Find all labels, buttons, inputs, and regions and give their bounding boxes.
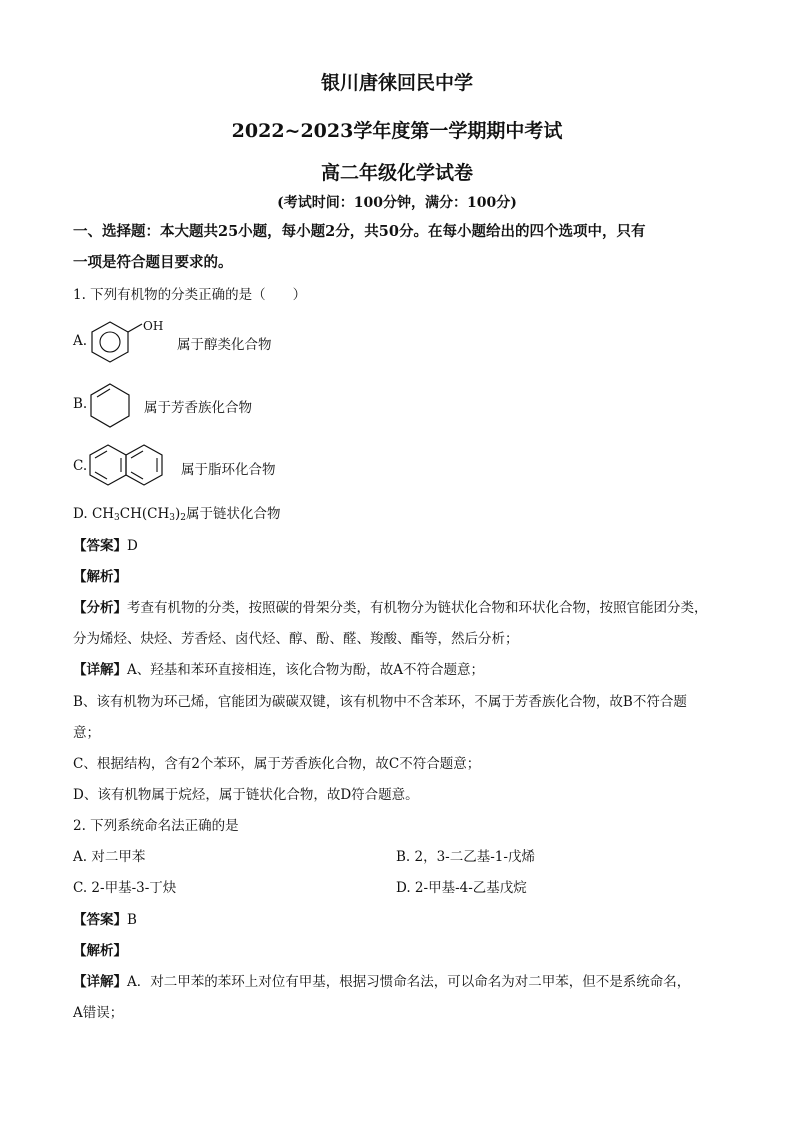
q1-answer: 【答案】D — [73, 538, 138, 554]
q2-option-b: B. 2，3-二乙基-1-戊烯 — [396, 849, 535, 865]
subject-title: 高二年级化学试卷 — [320, 162, 473, 184]
q2-stem: 2. 下列系统命名法正确的是 — [73, 818, 239, 834]
q1-fenxi-line1: 【分析】考查有机物的分类，按照碳的骨架分类，有机物分为链状化合物和环状化合物，按照官能团分类， — [73, 600, 708, 616]
q1-option-c-label: C. — [73, 458, 88, 474]
q1-option-c-text: 属于脂环化合物 — [181, 462, 276, 478]
q1-option-b-label: B. — [73, 396, 88, 412]
section-heading-line1: 一、选择题：本大题共25小题，每小题2分，共50分。在每小题给出的四个选项中，只有 — [73, 223, 646, 240]
q1-detail-c: C、根据结构，含有2个苯环，属于芳香族化合物，故C不符合题意； — [73, 756, 481, 772]
q1-detail-b-line1: B、该有机物为环己烯，官能团为碳碳双键，该有机物中不含苯环，不属于芳香族化合物，故B不符合题 — [73, 694, 687, 710]
q1-detail-a: 【详解】A、羟基和苯环直接相连，该化合物为酚，故A不符合题意； — [73, 662, 484, 678]
q1-analysis-tag: 【解析】 — [73, 569, 127, 585]
cyclohexene-structure-icon — [90, 380, 134, 430]
q1-option-a-label: A. — [73, 333, 88, 349]
q1-option-b-text: 属于芳香族化合物 — [144, 400, 252, 416]
q1-option-d-text: 属于链状化合物 — [186, 506, 281, 522]
q2-option-d: D. 2-甲基-4-乙基戊烷 — [396, 880, 527, 896]
q1-option-d — [73, 505, 281, 527]
q1-option-d-formula: $CH_3CH(CH_3)_2$ — [91, 506, 187, 523]
naphthalene-structure-icon — [90, 442, 170, 488]
phenol-structure-icon — [90, 318, 162, 366]
section-heading-line2: 一项是符合题目要求的。 — [73, 254, 233, 271]
q1-detail-b-line2: 意； — [73, 725, 100, 741]
exam-info: (考试时间：100分钟，满分：100分) — [277, 195, 517, 211]
q1-fenxi-line2: 分为烯烃、炔烃、芳香烃、卤代烃、醇、酚、醛、羧酸、酯等，然后分析； — [73, 631, 519, 647]
q2-analysis-tag: 【解析】 — [73, 943, 127, 959]
exam-title: 2022~2023学年度第一学期期中考试 — [231, 120, 563, 142]
q1-detail-d: D、该有机物属于烷烃，属于链状化合物，故D符合题意。 — [73, 787, 419, 803]
q2-detail-line1: 【详解】A．对二甲苯的苯环上对位有甲基，根据习惯命名法，可以命名为对二甲苯，但不是系统命名， — [73, 974, 691, 990]
q2-answer: 【答案】B — [73, 912, 137, 928]
q1-option-d-label: D. — [73, 506, 88, 522]
school-title: 银川唐徕回民中学 — [320, 72, 473, 94]
q1-option-a-text: 属于醇类化合物 — [177, 337, 272, 353]
q2-option-a: A. 对二甲苯 — [73, 849, 146, 865]
q2-detail-line2: A错误； — [73, 1005, 124, 1021]
q1-stem: 1. 下列有机物的分类正确的是（ ） — [73, 287, 307, 303]
hydroxyl-label: OH — [143, 319, 164, 333]
q2-option-c: C. 2-甲基-3-丁炔 — [73, 880, 177, 896]
